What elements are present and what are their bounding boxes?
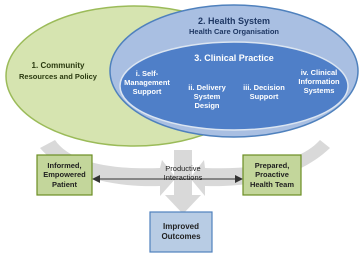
health-system-title: 2. Health System (197, 16, 271, 26)
team-label: Prepared, Proactive Health Team (249, 160, 295, 189)
community-subtitle: Resources and Policy (19, 72, 97, 81)
patient-label: Informed, Empowered Patient (43, 160, 86, 189)
clinical-item-information-systems: iv. Clinical Information Systems (298, 67, 340, 95)
clinical-practice-title: 3. Clinical Practice (194, 53, 274, 63)
clinical-item-decision-support: iii. Decision Support (243, 83, 285, 101)
outcomes-label: Improved Outcomes (161, 222, 201, 241)
clinical-item-delivery-system: ii. Delivery System Design (188, 82, 226, 110)
clinical-item-self-management: i. Self- Management Support (124, 68, 170, 96)
community-title: 1. Community (31, 61, 85, 70)
health-system-subtitle: Health Care Organisation (188, 26, 280, 36)
interactions-label: Productive Interactions (163, 164, 203, 182)
